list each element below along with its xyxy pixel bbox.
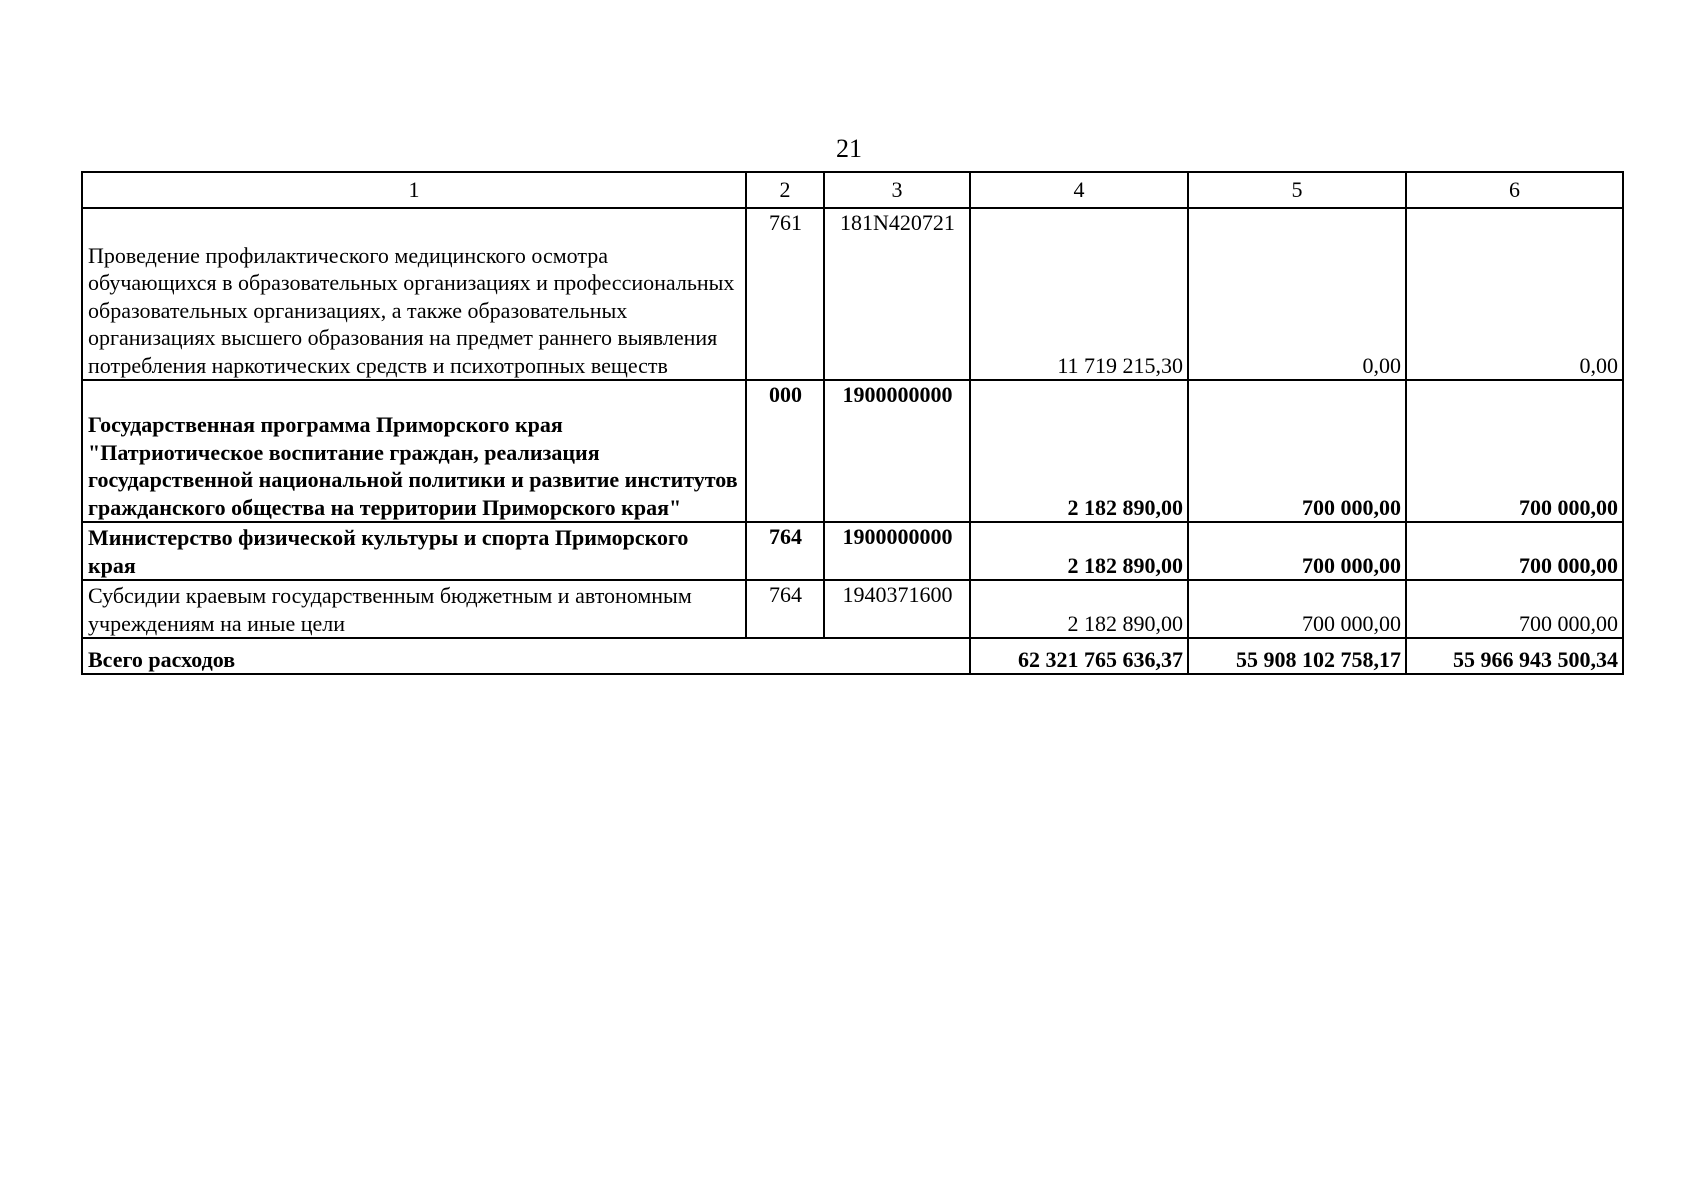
row-amount-5: 700 000,00	[1188, 580, 1406, 638]
column-number-row	[82, 172, 1623, 208]
row-target-code: 181N420721	[824, 208, 970, 380]
table-row	[82, 208, 1623, 380]
table-row	[82, 380, 1623, 522]
row-amount-4: 2 182 890,00	[970, 522, 1188, 580]
row-target-code: 1900000000	[824, 522, 970, 580]
total-amount-5: 55 908 102 758,17	[1188, 638, 1406, 674]
row-name: Субсидии краевым государственным бюджетным и автономным учреждениям на иные цели	[82, 580, 746, 638]
total-row	[82, 638, 1623, 674]
row-amount-4: 2 182 890,00	[970, 580, 1188, 638]
table-row	[82, 522, 1623, 580]
row-code: 000	[746, 380, 824, 522]
row-amount-6: 0,00	[1406, 208, 1623, 380]
row-amount-5: 700 000,00	[1188, 380, 1406, 522]
row-amount-6: 700 000,00	[1406, 522, 1623, 580]
page-number: 21	[836, 134, 862, 163]
row-code: 764	[746, 580, 824, 638]
row-name: Министерство физической культуры и спорта Приморского края	[82, 522, 746, 580]
total-amount-6: 55 966 943 500,34	[1406, 638, 1623, 674]
column-number-1: 1	[82, 172, 746, 208]
row-name: Государственная программа Приморского края "Патриотическое воспитание граждан, реализация государственной национальной политики и развитие институтов гражданского общества на территории Приморского края"	[82, 380, 746, 522]
row-amount-6: 700 000,00	[1406, 380, 1623, 522]
row-amount-5: 700 000,00	[1188, 522, 1406, 580]
column-number-3: 3	[824, 172, 970, 208]
row-target-code: 1900000000	[824, 380, 970, 522]
row-amount-4: 11 719 215,30	[970, 208, 1188, 380]
column-number-4: 4	[970, 172, 1188, 208]
column-number-6: 6	[1406, 172, 1623, 208]
row-name: Проведение профилактического медицинского осмотра обучающихся в образовательных организациях и профессиональных образовательных организациях, а также образовательных организациях высшего образования на предмет раннего выявления потребления наркотических средств и психотропных веществ	[82, 208, 746, 380]
total-amount-4: 62 321 765 636,37	[970, 638, 1188, 674]
column-number-2: 2	[746, 172, 824, 208]
row-amount-5: 0,00	[1188, 208, 1406, 380]
row-amount-4: 2 182 890,00	[970, 380, 1188, 522]
table-row	[82, 580, 1623, 638]
row-target-code: 1940371600	[824, 580, 970, 638]
row-amount-6: 700 000,00	[1406, 580, 1623, 638]
row-code: 764	[746, 522, 824, 580]
budget-table	[81, 171, 1624, 675]
total-label: Всего расходов	[82, 638, 970, 674]
row-code: 761	[746, 208, 824, 380]
column-number-5: 5	[1188, 172, 1406, 208]
